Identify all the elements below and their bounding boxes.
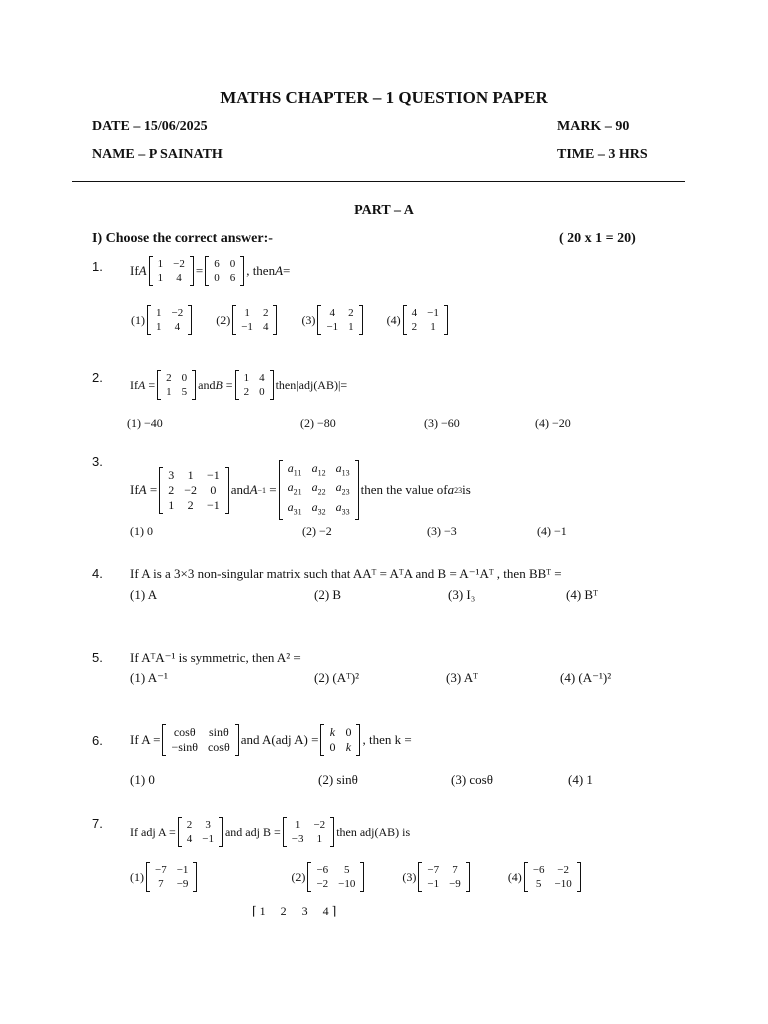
question-number: 6.: [92, 733, 103, 748]
option: (3) −60: [424, 416, 460, 430]
option: (3) cosθ: [451, 772, 493, 787]
option: (4) 1: [568, 772, 593, 787]
question-7-stem: If adj A = 2 3 4 −1 and adj B = 1 −2 −3 1 then adj(AB) is: [130, 819, 411, 845]
option: (3) Aᵀ: [446, 670, 478, 685]
question-5-stem: If AᵀA⁻¹ is symmetric, then A² =: [130, 650, 301, 665]
mark-label: MARK – 90: [557, 119, 630, 134]
option: (2) B: [314, 587, 342, 602]
question-number: 7.: [92, 816, 103, 831]
question-number: 5.: [92, 650, 103, 665]
question-3-stem: If A = 3 1 −1 2 −2 0 1 2 −1 and A −1 = $a_{11}$ $a_{12}$ $a_{13}$ $a_{21}$ $a_{22}$ $a_{23}$ $a_{31}$ $a_{32}$ $a_{33}$ then the value of a 23 is: [130, 460, 471, 520]
option: (1) A: [130, 587, 158, 602]
question-number: 4.: [92, 566, 103, 581]
date-label: DATE – 15/06/2025: [92, 119, 208, 134]
option: (1) 0: [130, 524, 153, 538]
question-6-stem: If A = cosθ sinθ −sinθ cosθ and A(adj A) = k 0 0 k , then k =: [130, 725, 412, 754]
part-heading: PART – A: [354, 203, 414, 218]
instruction: I) Choose the correct answer:-: [92, 231, 273, 246]
question-4-stem: If A is a 3×3 non-singular matrix such that AAᵀ = AᵀA and B = A⁻¹Aᵀ , then BBᵀ =: [130, 566, 562, 581]
option: (2) −2: [302, 524, 332, 538]
question-2-stem: If A = 2 0 1 5 and B = 1 4 2 0 then |adj(AB)|=: [130, 372, 348, 398]
cut-off-matrix-row: ⌈1 2 3 4⌉: [252, 904, 340, 918]
option: (3) I₃: [448, 587, 476, 602]
option: (4) (A⁻¹)²: [560, 670, 612, 685]
question-number: 3.: [92, 454, 103, 469]
option: (4) −20: [535, 416, 571, 430]
option: (1) 0: [130, 772, 155, 787]
question-7-options: (1) −7 −1 7 −9 (2) −6 5 −2 −10 (3) −7 7 −1 −9 (4) −6 −2 5 −10: [130, 862, 583, 892]
option: (2) (Aᵀ)²: [314, 670, 360, 685]
option: (1) −40: [127, 416, 163, 430]
question-1-stem: If A 1 −2 1 4 = 6 0 0 6 , then A =: [130, 258, 291, 284]
option: (4) Bᵀ: [566, 587, 598, 602]
option: (3) −3: [427, 524, 457, 538]
marks-scheme: ( 20 x 1 = 20): [559, 231, 636, 246]
time-label: TIME – 3 HRS: [557, 147, 648, 162]
option: (2) −80: [300, 416, 336, 430]
name-label: NAME – P SAINATH: [92, 147, 223, 162]
option: (4) −1: [537, 524, 567, 538]
header-divider: [72, 181, 685, 182]
question-number: 1.: [92, 259, 103, 274]
question-1-options: (1) 1 −2 1 4 (2) 1 2 −1 4 (3) 4 2 −1 1 (4) 4 −1 2 1: [131, 305, 450, 335]
question-number: 2.: [92, 370, 103, 385]
option: (2) sinθ: [318, 772, 358, 787]
paper-title: MATHS CHAPTER – 1 QUESTION PAPER: [220, 88, 548, 107]
option: (1) A⁻¹: [130, 670, 168, 685]
